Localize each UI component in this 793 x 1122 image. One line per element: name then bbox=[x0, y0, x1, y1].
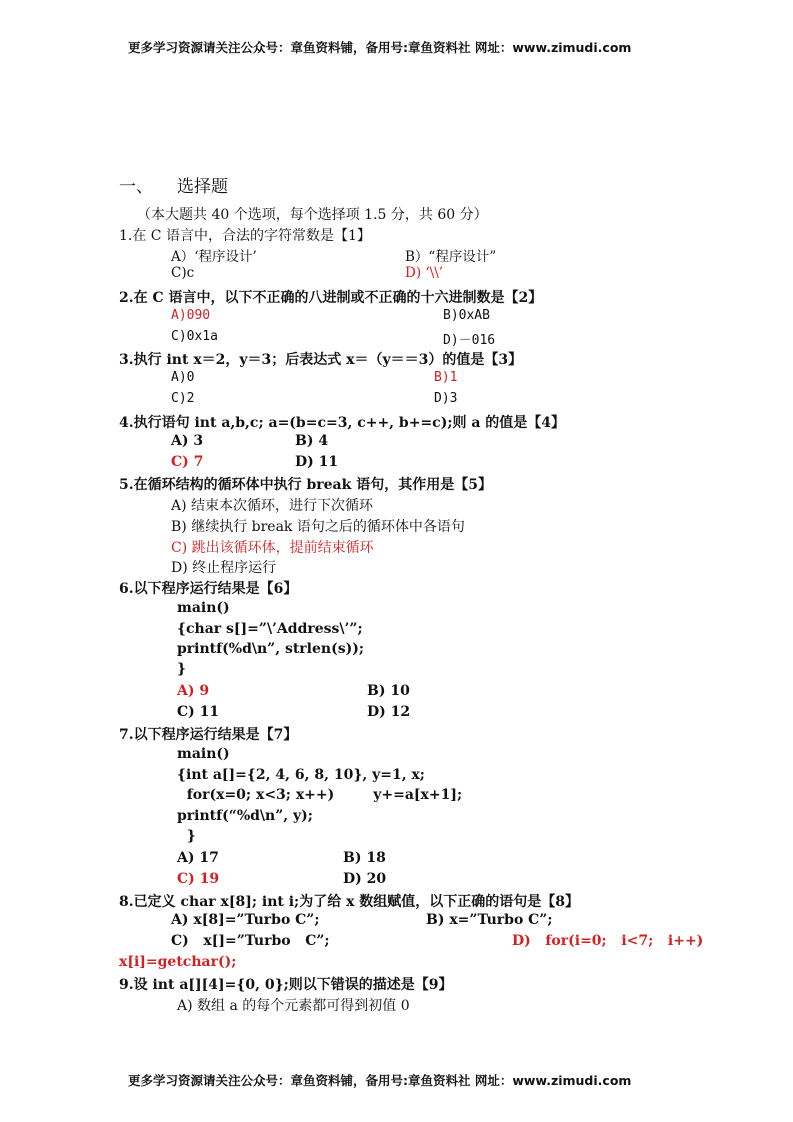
section-note: （本大题共 40 个选项，每个选择项 1.5 分，共 60 分） bbox=[137, 207, 488, 223]
q7-code-line: main() bbox=[177, 746, 230, 762]
q6-option-b: B) 10 bbox=[367, 683, 410, 699]
q8-option-d-answer: D) for(i=0; i<7; i++) bbox=[512, 933, 704, 949]
q2-option-c: C)0x1a bbox=[171, 329, 218, 344]
question-6-stem: 6.以下程序运行结果是【6】 bbox=[119, 581, 298, 597]
question-8-stem: 8.已定义 char x[8]; int i;为了给 x 数组赋值，以下正确的语句是【8】 bbox=[119, 894, 580, 910]
q3-option-b-answer: B)1 bbox=[434, 370, 458, 385]
q9-option-a: A) 数组 a 的每个元素都可得到初值 0 bbox=[177, 998, 410, 1014]
question-4-stem: 4.执行语句 int a,b,c; a=(b=c=3, c++, b+=c);则 a 的值是【4】 bbox=[119, 415, 566, 431]
q2-option-a-answer: A)090 bbox=[171, 308, 211, 323]
question-2-stem: 2.在 C 语言中，以下不正确的八进制或不正确的十六进制数是【2】 bbox=[119, 290, 543, 306]
question-5-stem: 5.在循环结构的循环体中执行 break 语句，其作用是【5】 bbox=[119, 477, 492, 493]
q7-option-a: A) 17 bbox=[177, 850, 219, 866]
q2-option-d: D)－016 bbox=[443, 333, 496, 348]
q1-option-d-answer: D) ‘\\’ bbox=[405, 265, 444, 281]
q8-option-d-continuation: x[i]=getchar(); bbox=[119, 954, 237, 970]
q2-option-b: B)0xAB bbox=[443, 308, 490, 323]
q4-option-b: B) 4 bbox=[295, 433, 329, 449]
section-title: 选择题 bbox=[177, 177, 228, 197]
q3-option-d: D)3 bbox=[434, 391, 458, 406]
q7-option-c-answer: C) 19 bbox=[177, 871, 220, 887]
question-9-stem: 9.设 int a[][4]={0, 0};则以下错误的描述是【9】 bbox=[119, 977, 453, 993]
q6-code-line: {char s[]=”\’Address\’”; bbox=[177, 621, 363, 637]
q5-option-b: B) 继续执行 break 语句之后的循环体中各语句 bbox=[171, 519, 465, 535]
q6-code-line: main() bbox=[177, 600, 230, 616]
q1-option-a: A）‘程序设计’ bbox=[171, 249, 257, 265]
q4-option-a: A) 3 bbox=[171, 433, 204, 449]
q4-option-c-answer: C) 7 bbox=[171, 454, 204, 470]
q8-option-a: A) x[8]=”Turbo C”; bbox=[171, 912, 320, 928]
q6-option-a-answer: A) 9 bbox=[177, 683, 210, 699]
q5-option-d: D) 终止程序运行 bbox=[171, 560, 277, 576]
question-1-stem: 1.在 C 语言中，合法的字符常数是【1】 bbox=[119, 228, 371, 244]
q7-option-b: B) 18 bbox=[343, 850, 386, 866]
q7-code-line: printf(“%d\n”, y); bbox=[177, 808, 313, 824]
q6-code-line: } bbox=[177, 661, 187, 677]
q6-option-c: C) 11 bbox=[177, 704, 220, 720]
q8-option-b: B) x=”Turbo C”; bbox=[426, 912, 553, 928]
q7-code-line: {int a[]={2, 4, 6, 8, 10}, y=1, x; bbox=[177, 767, 425, 783]
q3-option-a: A)0 bbox=[171, 370, 195, 385]
q1-option-c: C)c bbox=[171, 265, 195, 281]
q7-option-d: D) 20 bbox=[343, 871, 387, 887]
question-7-stem: 7.以下程序运行结果是【7】 bbox=[119, 727, 298, 743]
page-header: 更多学习资源请关注公众号：章鱼资料铺，备用号:章鱼资料社 网址：www.zimudi.com bbox=[128, 40, 632, 55]
q7-code-line: } bbox=[177, 828, 196, 844]
q6-option-d: D) 12 bbox=[367, 704, 411, 720]
page-footer: 更多学习资源请关注公众号：章鱼资料铺，备用号:章鱼资料社 网址：www.zimudi.com bbox=[128, 1073, 632, 1088]
q5-option-a: A) 结束本次循环，进行下次循环 bbox=[171, 498, 374, 514]
q8-option-c: C) x[]=”Turbo C”; bbox=[171, 933, 330, 949]
section-number: 一、 bbox=[119, 177, 153, 197]
q5-option-c-answer: C) 跳出该循环体，提前结束循环 bbox=[171, 540, 374, 556]
q3-option-c: C)2 bbox=[171, 391, 195, 406]
q7-code-line: for(x=0; x<3; x++) y+=a[x+1]; bbox=[177, 787, 463, 803]
q6-code-line: printf(%d\n”, strlen(s)); bbox=[177, 641, 365, 657]
q4-option-d: D) 11 bbox=[295, 454, 339, 470]
question-3-stem: 3.执行 int x＝2，y＝3；后表达式 x＝（y＝＝3）的值是【3】 bbox=[119, 352, 523, 368]
q1-option-b: B）“程序设计” bbox=[405, 249, 497, 265]
